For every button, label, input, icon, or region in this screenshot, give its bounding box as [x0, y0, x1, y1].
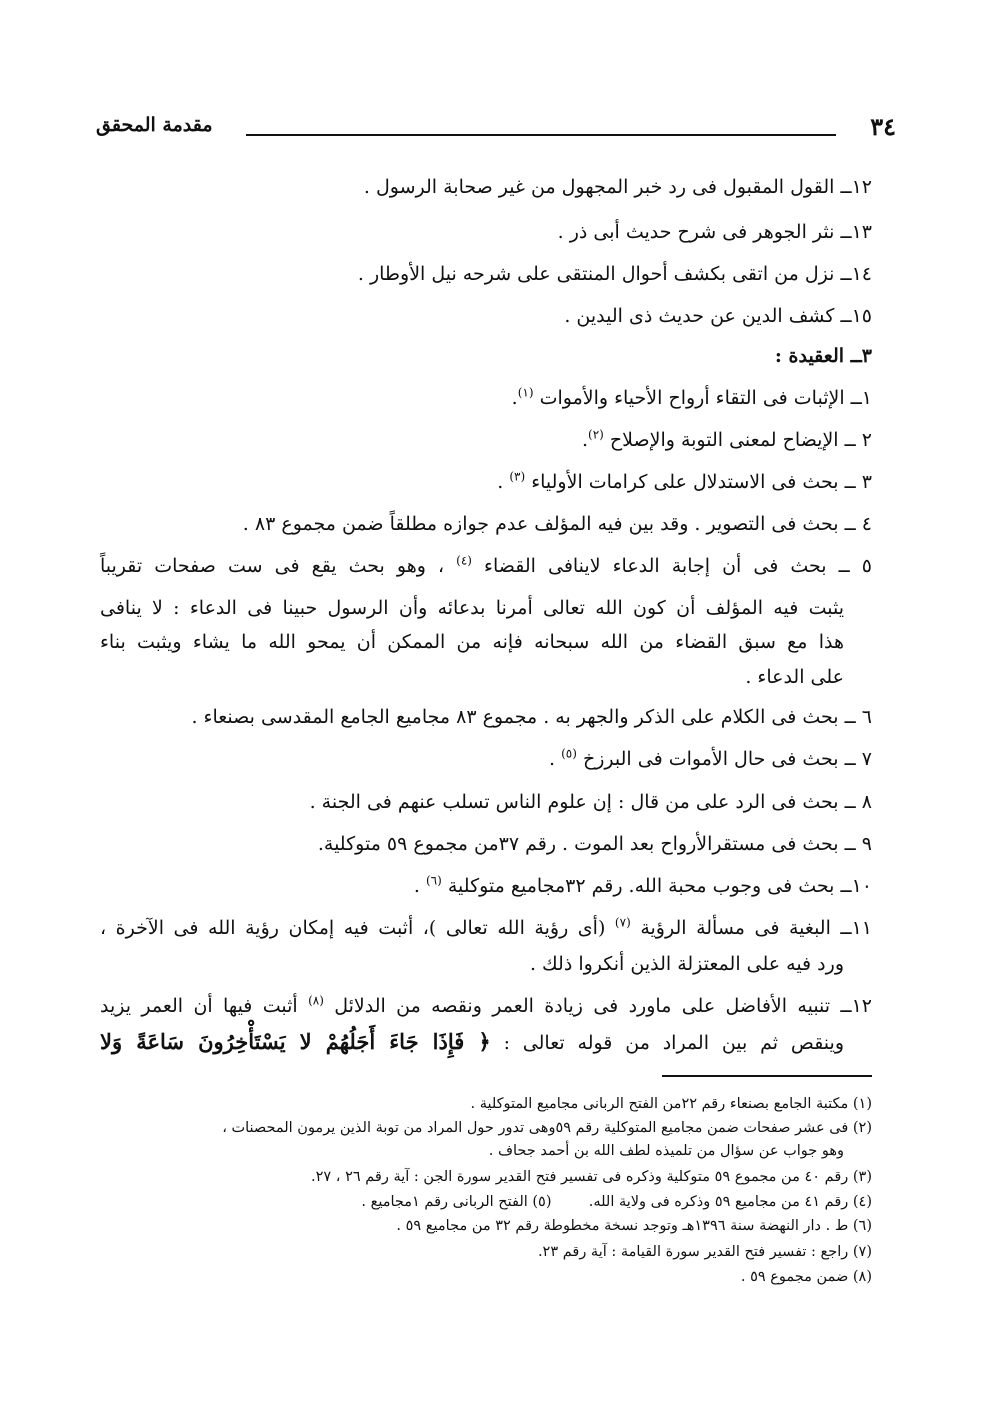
header-rule [246, 134, 836, 136]
aqida-item-12-line-1 [100, 994, 872, 1018]
aqida-item-2: ٢ ــ الإيضاح لمعنى التوبة والإصلاح $^{(٢)}$. [581, 427, 872, 451]
section-heading: ٣ــ العقيدة : [774, 345, 872, 367]
aqida-item-12-text-b: أثبت فيها أن العمر يزيد [100, 995, 298, 1017]
footnote-8: (٨) ضمن مجموع ٥٩ . [740, 1269, 872, 1285]
aqida-item-5-line-1 [100, 554, 872, 578]
footnote-2: (٢) فى عشر صفحات ضمن مجاميع المتوكلية رقم ٥٩وهى تدور حول المراد من توبة الذين يرمون المحصنات ، [222, 1120, 872, 1136]
footnote-ref-4: (٤) [456, 553, 472, 568]
aqida-item-11-line-1 [100, 916, 872, 940]
aqida-item-12-text-a: ١٢ــ تنبيه الأفاضل على ماورد فى زيادة العمر ونقصه من الدلائل [334, 995, 872, 1017]
aqida-item-5-text-a: ٥ ــ بحث فى أن إجابة الدعاء لاينافى القضاء [484, 555, 872, 577]
footnote-6: (٦) ط . دار النهضة سنة ١٣٩٦هـ وتوجد نسخة مخطوطة رقم ٣٢ من مجاميع ٥٩ . [396, 1218, 872, 1234]
aqida-item-11-text-b: (أى رؤية الله تعالى )، أثبت فيه إمكان رؤية الله فى الآخرة ، [100, 917, 606, 939]
aqida-item-3: ٣ ــ بحث فى الاستدلال على كرامات الأولياء $^{(٣)}$ . [497, 469, 872, 493]
aqida-item-11-line-2: ورد فيه على المعتزلة الذين أنكروا ذلك . [529, 953, 844, 975]
footnote-1: (١) مكتبة الجامع بصنعاء رقم ٢٢من الفتح الربانى مجاميع المتوكلية . [470, 1096, 872, 1112]
aqida-item-4: ٤ ــ بحث فى التصوير . وقد بين فيه المؤلف عدم جوازه مطلقاً ضمن مجموع ٨٣ . [242, 513, 872, 535]
footnote-ref-7: (٧) [614, 915, 631, 930]
page-header [96, 112, 896, 148]
aqida-item-8: ٨ ــ بحث فى الرد على من قال : إن علوم الناس تسلب عنهم فى الجنة . [309, 791, 872, 813]
aqida-item-7: ٧ ــ بحث فى حال الأموات فى البرزخ $^{(٥)}$ . [549, 746, 872, 770]
footnote-ref-6: (٦) [425, 873, 442, 888]
footnote-ref-2: (٢) [588, 427, 604, 442]
aqida-item-2-text: ٢ ــ الإيضاح لمعنى التوبة والإصلاح [609, 429, 872, 451]
footnote-5: (٥) الفتح الربانى رقم ١مجاميع . [361, 1194, 552, 1210]
aqida-item-12-text-c: وينقص ثم بين المراد من قوله تعالى : [503, 1032, 845, 1054]
aqida-item-7-text: ٧ ــ بحث فى حال الأموات فى البرزخ [582, 748, 872, 770]
aqida-item-6: ٦ ــ بحث فى الكلام على الذكر والجهر به . مجموع ٨٣ مجاميع الجامع المقدسى بصنعاء . [191, 706, 872, 728]
aqida-item-1: ١ــ الإثبات فى التقاء أرواح الأحياء والأموات $^{(١)}$. [511, 385, 872, 409]
aqida-item-5-line-4: على الدعاء . [745, 666, 844, 688]
aqida-item-10-text: ١٠ــ بحث فى وجوب محبة الله. رقم ٣٢مجاميع متوكلية [447, 875, 872, 897]
aqida-item-10: ١٠ــ بحث فى وجوب محبة الله. رقم ٣٢مجاميع متوكلية $^{(٦)}$ . [413, 873, 872, 897]
running-title: مقدمة المحقق [96, 114, 213, 136]
aqida-item-5-line-3: هذا مع سبق القضاء من الله سبحانه فإنه من الممكن أن يمحو الله ما يشاء ويثبت بناء [100, 631, 844, 653]
footnote-rule [662, 1075, 872, 1077]
footnote-4: (٤) رقم ٤١ من مجاميع ٥٩ وذكره فى ولاية الله. [588, 1194, 872, 1210]
aqida-item-3-text: ٣ ــ بحث فى الاستدلال على كرامات الأولياء [531, 471, 872, 493]
aqida-item-5-line-2: يثبت فيه المؤلف أن كون الله تعالى أمرنا بدعائه وأن الرسول حبينا فى الدعاء : لا ينافى [100, 597, 844, 619]
footnote-ref-3: (٣) [509, 469, 526, 484]
footnote-3: (٣) رقم ٤٠ من مجموع ٥٩ متوكلية وذكره فى تفسير فتح القدير سورة الجن : آية رقم ٢٦ ، ٢٧. [310, 1169, 872, 1185]
footnote-ref-1: (١) [517, 385, 534, 400]
hadith-item-12: ١٢ــ القول المقبول فى رد خبر المجهول من غير صحابة الرسول . [363, 176, 872, 198]
footnote-2-continued: وهو جواب عن سؤال من تلميذه لطف الله بن أحمد جحاف . [488, 1143, 844, 1159]
quran-verse: ﴿ فَإِذَا جَاءَ أَجَلُهُمْ لا يَسْتَأْخِرُونَ سَاعَةً وَلا [100, 1029, 491, 1054]
aqida-item-1-text: ١ــ الإثبات فى التقاء أرواح الأحياء والأموات [539, 387, 872, 409]
footnote-4-5 [361, 1192, 872, 1212]
footnote-ref-8: (٨) [308, 993, 324, 1008]
hadith-item-15: ١٥ــ كشف الدين عن حديث ذى اليدين . [564, 305, 872, 327]
aqida-item-11-text-a: ١١ــ البغية فى مسألة الرؤية [640, 917, 872, 939]
aqida-item-12-line-2 [100, 1030, 844, 1055]
aqida-item-5-text-b: ، وهو بحث يقع فى ست صفحات تقريباً [100, 555, 445, 577]
footnote-7: (٧) راجع : تفسير فتح القدير سورة القيامة : آية رقم ٢٣. [537, 1244, 872, 1260]
hadith-item-13: ١٣ــ نثر الجوهر فى شرح حديث أبى ذر . [557, 221, 872, 243]
aqida-item-9: ٩ ــ بحث فى مستقرالأرواح بعد الموت . رقم ٣٧من مجموع ٥٩ متوكلية. [317, 833, 872, 855]
hadith-item-14: ١٤ــ نزل من اتقى بكشف أحوال المنتقى على شرحه نيل الأوطار . [357, 263, 872, 285]
page-number: ٣٤ [870, 112, 896, 141]
footnote-ref-5: (٥) [561, 746, 577, 761]
